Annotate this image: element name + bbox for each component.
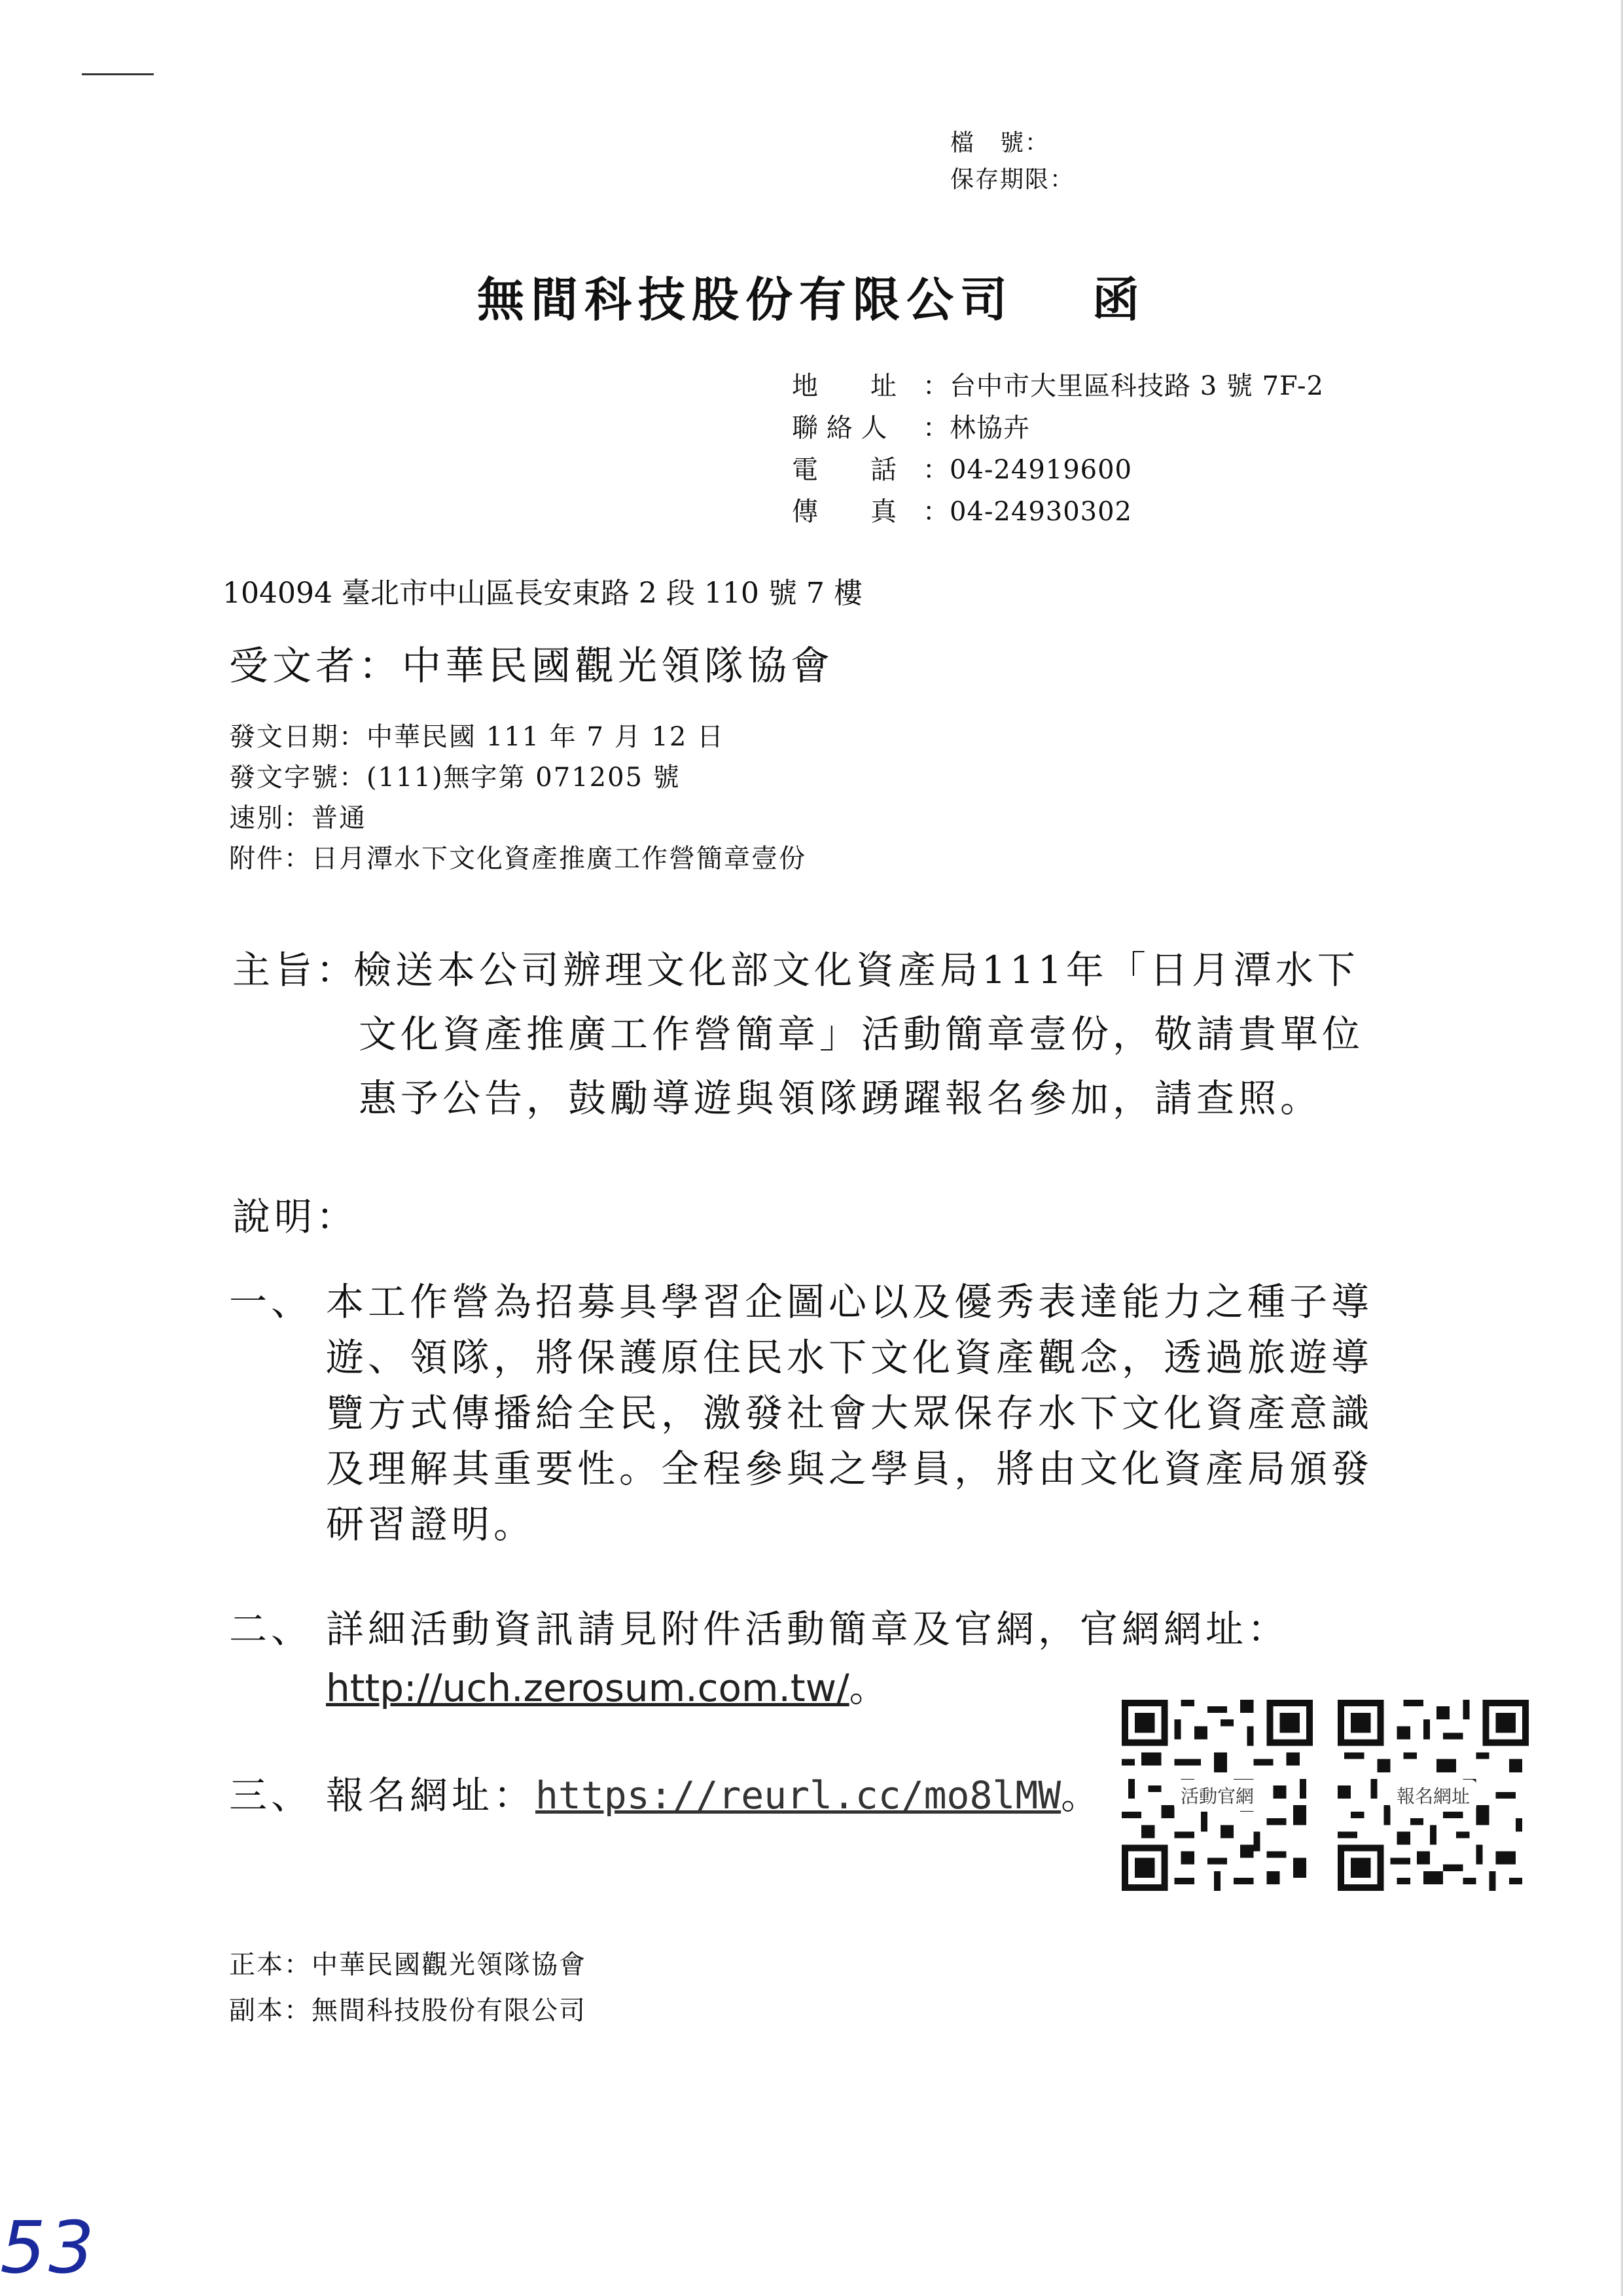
sender-value: 04-24919600 xyxy=(950,455,1133,485)
sender-value: 04-24930302 xyxy=(950,497,1133,527)
item-line: 遊、領隊，將保護原住民水下文化資產觀念，透過旅遊導 xyxy=(326,1335,1374,1380)
qr-code-icon[interactable] xyxy=(1120,1698,1314,1892)
item-line: 本工作營為招募具學習企圖心以及優秀表達能力之種子導 xyxy=(326,1280,1374,1324)
sender-label: 地 址 xyxy=(792,371,897,401)
subject-line: 檢送本公司辦理文化部文化資產局111年「日月潭水下 xyxy=(353,948,1359,992)
qr-label: 報名網址 xyxy=(1390,1780,1476,1811)
item-line: 及理解其重要性。全程參與之學員，將由文化資產局頒發 xyxy=(326,1446,1374,1491)
retention-period-label: 保存期限： xyxy=(950,166,1075,193)
file-number-label: 檔 號： xyxy=(950,130,1050,156)
qr-label: 活動官網 xyxy=(1174,1780,1260,1811)
copy-recipient: 副本：無間科技股份有限公司 xyxy=(229,1996,586,2026)
registration-prefix: 報名網址： xyxy=(326,1773,536,1818)
sender-address-row: 地 址 ：台中市大里區科技路 3 號 7F-2 xyxy=(792,365,1324,403)
explanation-label: 說明： xyxy=(232,1194,359,1239)
delivery-speed: 速別：普通 xyxy=(229,803,366,833)
sender-fax-row: 傳 真 ：04-24930302 xyxy=(792,491,1132,528)
item-line: 研習證明。 xyxy=(326,1502,536,1547)
item-line: 覽方式傳播給全民，激發社會大眾保存水下文化資產意識 xyxy=(326,1391,1374,1435)
sender-value: 台中市大里區科技路 3 號 7F-2 xyxy=(950,371,1324,401)
url-suffix: 。 xyxy=(1061,1773,1103,1818)
item-number: 二、 xyxy=(229,1607,313,1651)
handwritten-page-number: 53 xyxy=(0,2206,97,2289)
official-site-row xyxy=(326,1657,891,1712)
reference-number: 發文字號：(111)無字第 071205 號 xyxy=(229,762,681,793)
original-recipient: 正本：中華民國觀光領隊協會 xyxy=(229,1950,586,1980)
document-type: 函 xyxy=(1092,272,1147,327)
registration-link[interactable]: https://reurl.cc/mo8lMW xyxy=(535,1773,1061,1818)
scan-mark xyxy=(82,73,154,75)
recipient: 受文者：中華民國觀光領隊協會 xyxy=(229,643,834,689)
url-suffix: 。 xyxy=(849,1666,891,1710)
official-site-link[interactable]: http://uch.zerosum.com.tw/ xyxy=(326,1666,849,1710)
sender-label: 傳 真 xyxy=(792,497,897,527)
issue-date: 發文日期：中華民國 111 年 7 月 12 日 xyxy=(229,722,724,752)
sender-label: 聯 絡 人 xyxy=(792,413,887,443)
subject-label: 主旨： xyxy=(232,948,359,992)
recipient-address: 104094 臺北市中山區長安東路 2 段 110 號 7 樓 xyxy=(223,577,863,610)
item-number: 一、 xyxy=(229,1280,313,1324)
letter-title xyxy=(0,262,1623,330)
sender-value: 林協卉 xyxy=(950,413,1030,443)
item-line: 詳細活動資訊請見附件活動簡章及官網，官網網址： xyxy=(326,1607,1290,1651)
sender-contact-row: 聯 絡 人 ：林協卉 xyxy=(792,407,1030,444)
sender-phone-row: 電 話 ：04-24919600 xyxy=(792,449,1132,486)
subject-line: 文化資產推廣工作營簡章」活動簡章壹份，敬請貴單位 xyxy=(359,1012,1364,1056)
registration-row xyxy=(326,1765,1103,1820)
company-name: 無間科技股份有限公司 xyxy=(476,272,1014,327)
attachment-line: 附件：日月潭水下文化資產推廣工作營簡章壹份 xyxy=(229,844,806,874)
item-number: 三、 xyxy=(229,1773,313,1818)
subject-line: 惠予公告，鼓勵導遊與領隊踴躍報名參加，請查照。 xyxy=(359,1076,1323,1121)
qr-code-icon[interactable] xyxy=(1336,1698,1530,1892)
sender-label: 電 話 xyxy=(792,455,897,485)
